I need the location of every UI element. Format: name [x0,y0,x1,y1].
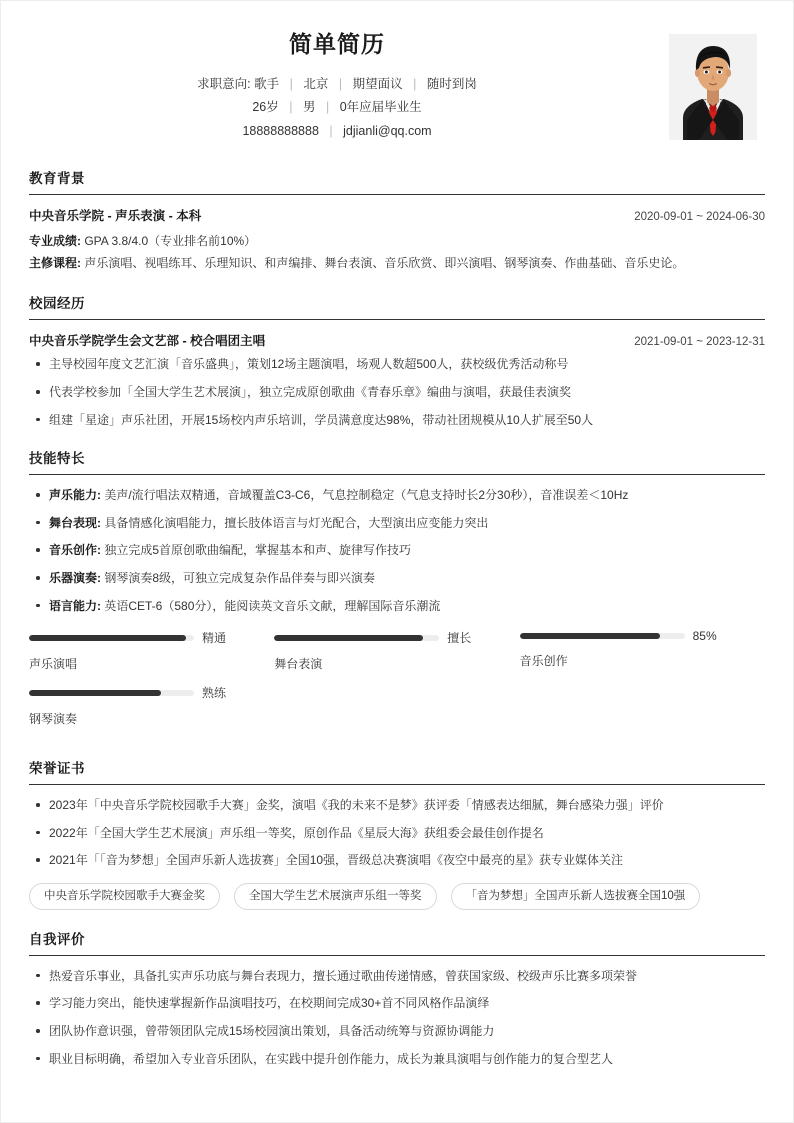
job-intent-salary: 期望面议 [352,76,403,91]
skill-bar-track [29,690,194,696]
section-title-education: 教育背景 [29,171,85,186]
list-item: 代表学校参加「全国大学生艺术展演」，独立完成原创歌曲《青春乐章》编曲与演唱，获最佳表演奖 [29,383,765,402]
education-entry [29,206,765,224]
skill-bar-name: 声乐演唱 [29,657,78,672]
list-item: 学习能力突出，能快速掌握新作品演唱技巧，在校期间完成30+首不同风格作品演绎 [29,994,765,1013]
skill-label: 声乐能力: [49,488,101,503]
honors-bullet-list [29,796,765,870]
separator-icon: | [413,76,417,91]
section-title-skills: 技能特长 [29,451,85,467]
skills-bullet-list [29,486,765,615]
skill-bar-track [274,635,439,641]
education-grade [29,230,765,252]
skill-bar-row [29,629,274,646]
skill-label: 乐器演奏: [49,570,101,585]
skill-bar-item [520,629,765,672]
skill-bar-item [29,684,274,727]
list-item: 2021年「「音为梦想」全国声乐新人选拔赛」全国10强，晋级总决赛演唱《夜空中最亮的星》获专业媒体关注 [29,851,765,870]
section-title-campus: 校园经历 [29,296,85,312]
section-self-evaluation [29,928,765,1068]
list-item [29,514,765,533]
skill-bar-fill [29,635,186,641]
skill-bar-track [29,635,194,641]
skill-bar-row [274,629,519,646]
skill-bar-fill [29,690,161,696]
education-courses [29,252,765,274]
skill-bar-value: 擅长 [447,631,472,646]
skill-label: 舞台表现: [49,515,101,530]
job-intent-label: 求职意向: [197,76,251,91]
campus-bullet-list [29,355,765,429]
contact-line-personal [29,96,645,120]
job-intent-position: 歌手 [254,76,280,91]
job-intent-availability: 随时到岗 [426,76,477,91]
section-divider [29,784,765,785]
header-text-block [29,31,765,144]
section-honors [29,757,765,910]
section-divider [29,474,765,475]
skill-bar-grid [29,629,765,739]
skill-text: 钢琴演奏8级，可独立完成复杂作品伴奏与即兴演奏 [104,570,376,585]
avatar [669,34,757,140]
personal-experience: 0年应届毕业生 [339,100,422,115]
education-grade-value: GPA 3.8/4.0（专业排名前10%） [84,234,257,248]
list-item: 组建「星途」声乐社团，开展15场校内声乐培训，学员满意度达98%，带动社团规模从10人扩展至50人 [29,411,765,430]
education-courses-value: 声乐演唱、视唱练耳、乐理知识、和声编排、舞台表演、音乐欣赏、即兴演唱、钢琴演奏、作曲基础、音乐史论。 [84,256,685,271]
skill-text: 英语CET-6（580分），能阅读英文音乐文献，理解国际音乐潮流 [104,598,441,613]
section-education [29,167,765,274]
self-eval-bullet-list [29,967,765,1068]
skill-bar-item [29,629,274,672]
separator-icon: | [289,100,293,115]
skill-bar-fill [274,635,423,641]
skill-bar-value: 熟练 [202,686,227,701]
list-item: 主导校园年度文艺汇演「音乐盛典」，策划12场主题演唱，场观人数超500人，获校级优秀活动称号 [29,355,765,374]
list-item [29,597,765,616]
skill-text: 美声/流行唱法双精通，音域覆盖C3-C6，气息控制稳定（气息支持时长2分30秒），音准误差＜10Hz [104,488,629,503]
skill-bar-row [520,629,765,643]
skill-bar-row [29,684,274,701]
list-item: 热爱音乐事业，具备扎实声乐功底与舞台表现力，擅长通过歌曲传递情感，曾获国家级、校级声乐比赛多项荣誉 [29,967,765,986]
honor-tag[interactable]: 中央音乐学院校园歌手大赛金奖 [29,883,220,910]
education-entry-date: 2020-09-01 ~ 2024-06-30 [634,211,765,223]
skill-bar-value: 85% [692,629,717,644]
skill-text: 具备情感化演唱能力，擅长肢体语言与灯光配合，大型演出应变能力突出 [104,515,489,530]
section-title-self-eval: 自我评价 [29,931,85,947]
personal-age: 26岁 [252,100,279,115]
separator-icon: | [289,76,293,91]
contact-email[interactable]: jdjianli@qq.com [343,124,432,139]
skill-label: 语言能力: [49,598,101,613]
skill-bar-fill [520,633,660,639]
skill-bar-value: 精通 [202,631,227,646]
list-item [29,486,765,505]
education-grade-label: 专业成绩: [29,234,81,248]
list-item [29,569,765,588]
contact-line-contact [29,120,645,144]
page-title: 简单简历 [289,31,385,57]
list-item: 2022年「全国大学生艺术展演」声乐组一等奖，原创作品《星辰大海》获组委会最佳创作提名 [29,824,765,843]
section-divider [29,955,765,956]
section-divider [29,194,765,195]
education-entry-title: 中央音乐学院 - 声乐表演 - 本科 [29,209,202,223]
section-divider [29,319,765,320]
separator-icon: | [325,100,330,115]
separator-icon: | [338,76,343,91]
campus-entry [29,331,765,349]
list-item: 职业目标明确，希望加入专业音乐团队，在实践中提升创作能力，成长为兼具演唱与创作能力的复合型艺人 [29,1050,765,1069]
skill-text: 独立完成5首原创歌曲编配，掌握基本和声、旋律写作技巧 [104,543,412,558]
job-intent-city: 北京 [303,76,329,91]
skill-bar-name: 舞台表演 [274,657,323,672]
section-title-honors: 荣誉证书 [29,761,85,777]
list-item [29,541,765,560]
separator-icon: | [329,124,333,139]
honor-tag[interactable]: 「音为梦想」全国声乐新人选拔赛全国10强 [451,883,701,910]
list-item: 2023年「中央音乐学院校园歌手大赛」金奖，演唱《我的未来不是梦》获评委「情感表达细腻，舞台感染力强」评价 [29,796,765,815]
skill-bar-track [520,633,685,639]
campus-entry-title: 中央音乐学院学生会文艺部 - 校合唱团主唱 [29,334,266,349]
personal-gender: 男 [302,100,316,115]
resume-header [29,31,765,149]
campus-entry-date: 2021-09-01 ~ 2023-12-31 [634,336,765,349]
section-campus-experience [29,292,765,429]
skill-label: 音乐创作: [49,543,101,558]
skill-bar-item [274,629,519,672]
honor-tag-list [29,883,765,910]
education-courses-label: 主修课程: [29,256,81,271]
contact-line-intent [29,73,645,97]
list-item: 团队协作意识强，曾带领团队完成15场校园演出策划，具备活动统筹与资源协调能力 [29,1022,765,1041]
person-portrait-avatar-icon [669,34,757,140]
section-skills [29,447,765,739]
honor-tag[interactable]: 全国大学生艺术展演声乐组一等奖 [234,883,437,910]
contact-phone[interactable]: 18888888888 [242,124,319,139]
skill-bar-name: 钢琴演奏 [29,712,78,727]
skill-bar-name: 音乐创作 [519,654,568,669]
